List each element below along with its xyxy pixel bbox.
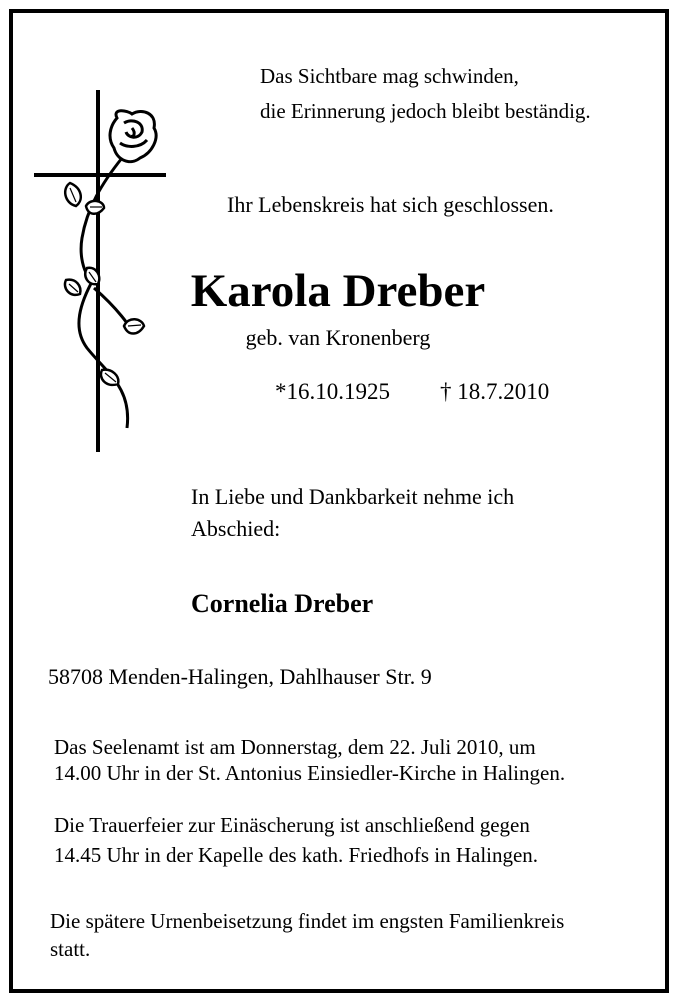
- motto-line-1: Das Sichtbare mag schwinden,: [260, 64, 519, 88]
- motto-line-2: die Erinnerung jedoch bleibt beständig.: [260, 99, 591, 123]
- farewell-line-1: In Liebe und Dankbarkeit nehme ich: [191, 484, 515, 509]
- birth-name: geb. van Kronenberg: [245, 325, 431, 350]
- requiem-line-2: 14.00 Uhr in der St. Antonius Einsiedler-Kirche in Halingen.: [54, 761, 566, 785]
- funeral-line-2: 14.45 Uhr in der Kapelle des kath. Friedhofs in Halingen.: [54, 843, 539, 867]
- address: 58708 Menden-Halingen, Dahlhauser Str. 9: [48, 664, 432, 689]
- birth-date: *16.10.1925: [275, 379, 390, 404]
- funeral-line-1: Die Trauerfeier zur Einäscherung ist anschließend gegen: [54, 813, 530, 837]
- closing-circle-text: Ihr Lebenskreis hat sich geschlossen.: [227, 192, 554, 217]
- urn-line-2: statt.: [50, 937, 91, 961]
- urn-line-1: Die spätere Urnenbeisetzung findet im engsten Familienkreis: [50, 909, 565, 933]
- mourner-name: Cornelia Dreber: [191, 589, 374, 618]
- farewell-line-2: Abschied:: [191, 516, 281, 541]
- requiem-line-1: Das Seelenamt ist am Donnerstag, dem 22. Juli 2010, um: [54, 735, 536, 759]
- deceased-name: Karola Dreber: [190, 265, 486, 317]
- death-date: † 18.7.2010: [440, 379, 550, 404]
